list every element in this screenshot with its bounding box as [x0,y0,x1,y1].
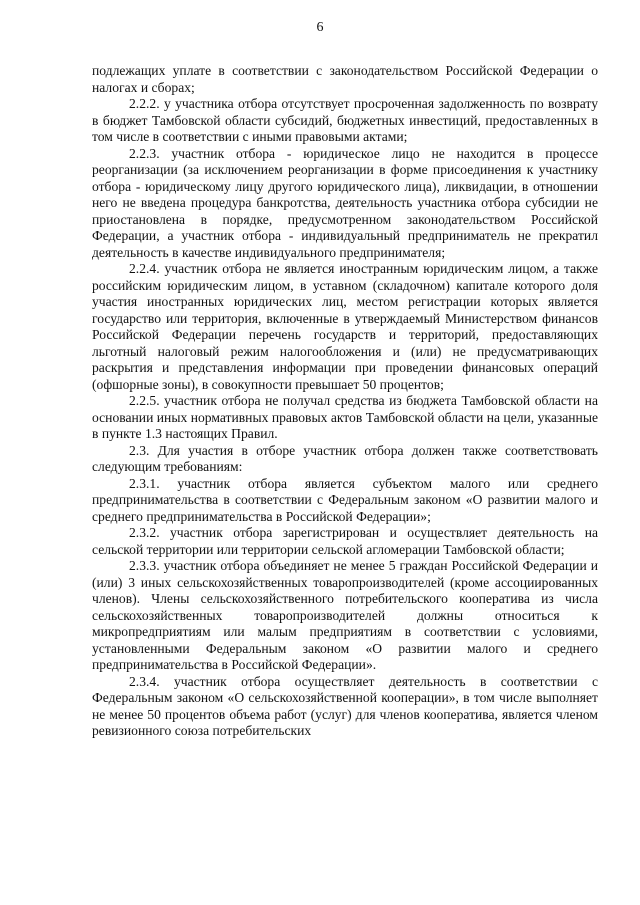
paragraph-2-2-5: 2.2.5. участник отбора не получал средства из бюджета Тамбовской области на основании иных нормативных правовых актов Тамбовской области на цели, указанные в пункте 1.3 настоящих Правил. [92,393,598,441]
paragraph-2-2-2: 2.2.2. у участника отбора отсутствует просроченная задолженность по возврату в бюджет Тамбовской области субсидий, бюджетных инвестиций, предоставленных в том числе в соответствии с иными правовыми актами; [92,96,598,144]
paragraph-2-3-4: 2.3.4. участник отбора осуществляет деятельность в соответствии с Федеральным законом «О сельскохозяйственной кооперации», в том числе выполняет не менее 50 процентов объема работ (услуг) для членов кооператива, является членом ревизионного союза потребительских [92,673,598,738]
paragraph-2-3-1: 2.3.1. участник отбора является субъектом малого или среднего предпринимательства в соответствии с Федеральным законом «О развитии малого и среднего предпринимательства в Российской Федерации»; [92,475,598,524]
paragraph-2-3-2: 2.3.2. участник отбора зарегистрирован и осуществляет деятельность на сельской территории или территории сельской агломерации Тамбовской области; [92,525,598,557]
document-body [92,63,598,740]
paragraph-continuation: подлежащих уплате в соответствии с законодательством Российской Федерации о налогах и сборах; [92,63,598,95]
paragraph-2-3: 2.3. Для участия в отборе участник отбора должен также соответствовать следующим требованиям: [92,442,598,474]
page-number: 6 [316,20,324,35]
paragraph-2-2-4: 2.2.4. участник отбора не является иностранным юридическим лицом, а также российским юридическим лицом, в уставном (складочном) капитале которого доля участия иностранных юридических лиц, местом регистрации которых является государство или территория, включенные в утверждаемый Министерством финансов Российской Федерации перечень государств и территорий, предоставляющих льготный налоговый режим налогообложения и (или) не предусматривающих раскрытия и представления информации при проведении финансовых операций (офшорные зоны), в совокупности превышает 50 процентов; [92,261,598,392]
paragraph-2-2-3: 2.2.3. участник отбора - юридическое лицо не находится в процессе реорганизации (за исключением реорганизации в форме присоединения к участнику отбора - юридическому лицу другого юридического лица), ликвидации, в отношении него не введена процедура банкротства, деятельность участника отбора субсидии не приостановлена в порядке, предусмотренном законодательством Российской Федерации, а участник отбора - индивидуальный предприниматель не прекратил деятельность в качестве индивидуального предпринимателя; [92,145,598,260]
paragraph-2-3-3: 2.3.3. участник отбора объединяет не менее 5 граждан Российской Федерации и (или) 3 иных сельскохозяйственных товаропроизводителей (кроме ассоциированных членов). Члены сельскохозяйственного потребительского кооператива из числа сельскохозяйственных товаропроизводителей должны относиться к микропредприятиям или малым предприятиям в соответствии с условиями, установленными Федеральным законом «О развитии малого и среднего предпринимательства в Российской Федерации». [92,558,598,672]
